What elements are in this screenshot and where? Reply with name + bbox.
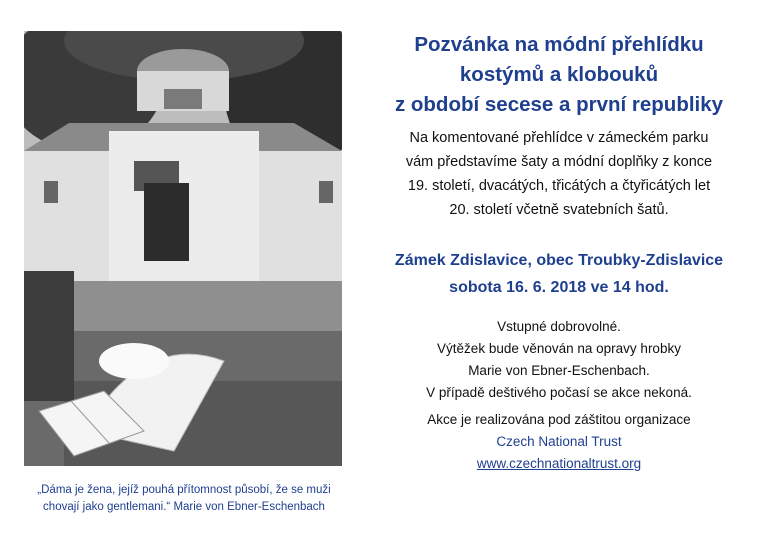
intro-paragraph (372, 126, 746, 222)
quote-line-1: „Dáma je žena, jejíž pouhá přítomnost působí, že se muži (37, 484, 331, 496)
title-line-3: z období secese a první republiky (394, 93, 724, 116)
title-line-2: kostýmů a klobouků (459, 63, 659, 86)
title-line-1: Pozvánka na módní přehlídku (414, 33, 704, 56)
quote (20, 482, 348, 516)
intro-line-4: 20. století včetně svatebních šatů. (449, 202, 669, 218)
organizer-name: Czech National Trust (496, 434, 622, 449)
venue-place: Zámek Zdislavice, obec Troubky-Zdislavice (394, 252, 724, 269)
photo-illustration (24, 31, 342, 466)
intro-line-1: Na komentované přehlídce v zámeckém parku (409, 130, 709, 146)
note-beneficiary: Marie von Ebner-Eschenbach. (468, 363, 650, 378)
organizer-intro: Akce je realizována pod záštitou organizace (427, 412, 691, 427)
note-entry: Vstupné dobrovolné. (497, 319, 621, 334)
intro-line-3: 19. století, dvacátých, třicátých a čtyřicátých let (407, 178, 711, 194)
intro-line-2: vám představíme šaty a módní doplňky z konce (405, 154, 713, 170)
invitation-title (372, 30, 746, 120)
note-weather: V případě deštivého počasí se akce nekoná. (426, 385, 692, 400)
venue-block (372, 247, 746, 301)
organizer-block (372, 409, 746, 475)
tomb-and-fan-photo (24, 31, 342, 466)
quote-line-2: chovají jako gentlemani.“ Marie von Ebner-Eschenbach (43, 501, 325, 513)
note-proceeds: Výtěžek bude věnován na opravy hrobky (437, 341, 681, 356)
organizer-website-link[interactable]: www.czechnationaltrust.org (476, 456, 642, 471)
notes-block (372, 316, 746, 404)
venue-datetime: sobota 16. 6. 2018 ve 14 hod. (449, 279, 669, 296)
